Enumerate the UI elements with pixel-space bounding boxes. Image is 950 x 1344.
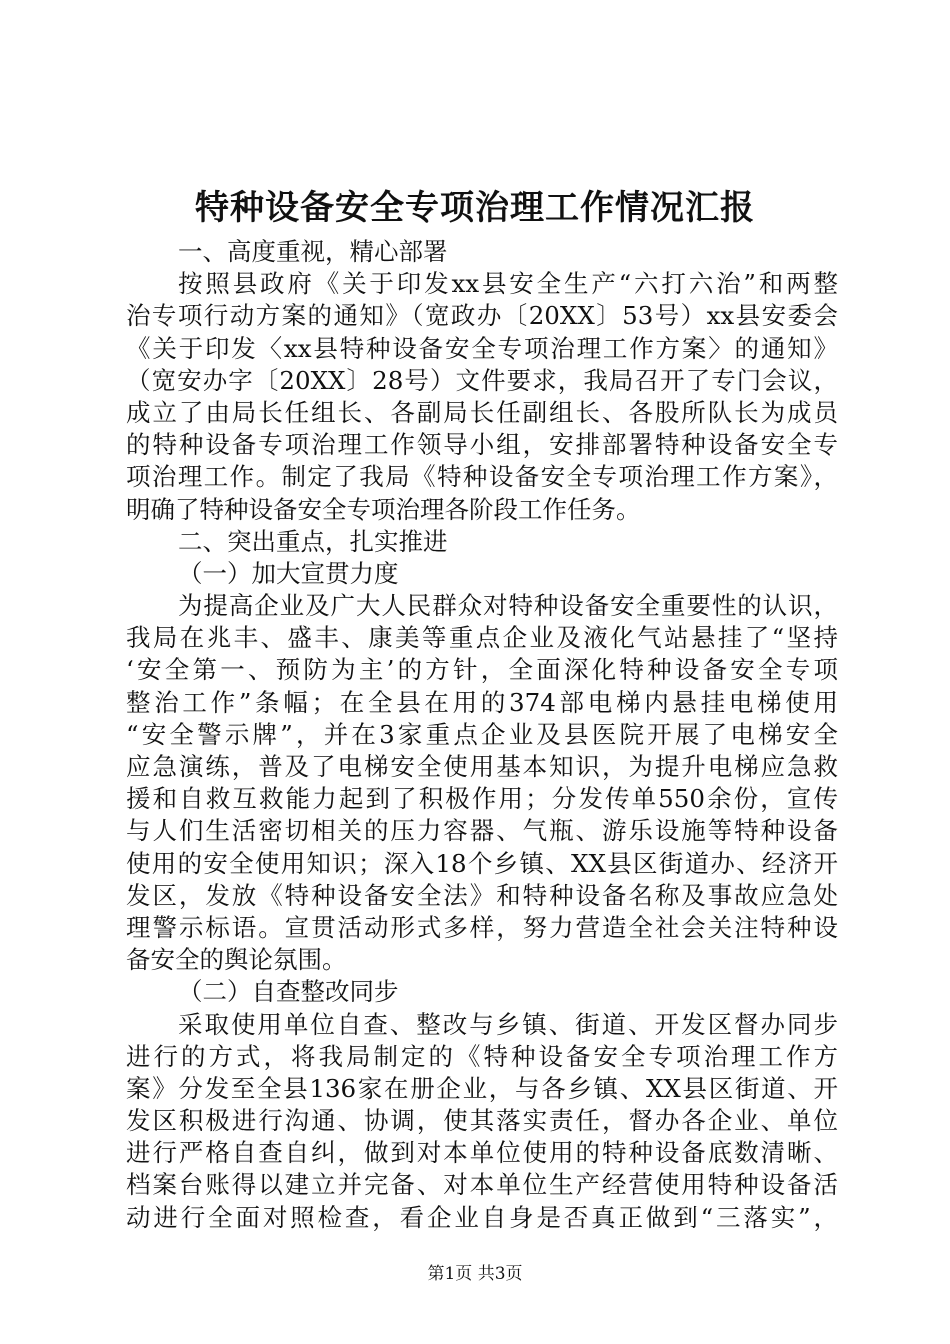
body-line: ‘安全第一、预防为主’的方针，全面深化特种设备安全专项	[126, 655, 838, 685]
body-line: 明确了特种设备安全专项治理各阶段工作任务。	[126, 494, 641, 524]
body-line: 成立了由局长任组长、各副局长任副组长、各股所队长为成员	[126, 397, 838, 427]
body-line: （二）自查整改同步	[178, 977, 399, 1007]
body-line: 发区积极进行沟通、协调，使其落实责任，督办各企业、单位	[126, 1106, 838, 1136]
body-line: 二、突出重点，扎实推进	[178, 526, 448, 556]
body-line: 援和自救互救能力起到了积极作用；分发传单550余份，宣传	[126, 784, 838, 814]
body-line: 治专项行动方案的通知》（宽政办〔20XX〕53号）xx县安委会	[126, 301, 838, 331]
body-line: 为提高企业及广大人民群众对特种设备安全重要性的认识，	[178, 591, 838, 621]
page-footer: 第1页 共3页	[427, 1264, 523, 1284]
document-body	[126, 236, 838, 1234]
body-line: 一、高度重视，精心部署	[178, 237, 448, 266]
body-line: （宽安办字〔20XX〕28号）文件要求，我局召开了专门会议，	[126, 365, 838, 395]
body-line: 发区，发放《特种设备安全法》和特种设备名称及事故应急处	[126, 880, 838, 910]
body-line: 备安全的舆论氛围。	[126, 945, 347, 975]
body-line: 按照县政府《关于印发xx县安全生产“六打六治”和两整	[178, 269, 838, 299]
body-line: 动进行全面对照检查，看企业自身是否真正做到“三落实”，	[126, 1202, 838, 1232]
body-line: “安全警示牌”，并在3家重点企业及县医院开展了电梯安全	[126, 719, 838, 749]
body-line: 《关于印发〈xx县特种设备安全专项治理工作方案〉的通知》	[126, 333, 838, 363]
body-line: 理警示标语。宣贯活动形式多样，努力营造全社会关注特种设	[126, 912, 838, 942]
body-line: 档案台账得以建立并完备、对本单位生产经营使用特种设备活	[126, 1170, 838, 1200]
document-title: 特种设备安全专项治理工作情况汇报	[195, 188, 755, 228]
body-line: 整治工作”条幅；在全县在用的374部电梯内悬挂电梯使用	[126, 687, 838, 717]
body-line: 进行严格自查自纠，做到对本单位使用的特种设备底数清晰、	[126, 1138, 838, 1168]
body-line: （一）加大宣贯力度	[178, 558, 399, 588]
body-line: 项治理工作。制定了我局《特种设备安全专项治理工作方案》，	[126, 462, 838, 492]
body-line: 的特种设备专项治理工作领导小组，安排部署特种设备安全专	[126, 430, 838, 460]
body-line: 我局在兆丰、盛丰、康美等重点企业及液化气站悬挂了“坚持	[126, 623, 838, 653]
body-line: 使用的安全使用知识；深入18个乡镇、XX县区街道办、经济开	[126, 848, 838, 878]
body-line: 应急演练，普及了电梯安全使用基本知识，为提升电梯应急救	[126, 752, 838, 781]
body-line: 与人们生活密切相关的压力容器、气瓶、游乐设施等特种设备	[126, 816, 838, 846]
body-line: 进行的方式，将我局制定的《特种设备安全专项治理工作方	[126, 1041, 838, 1071]
body-line: 采取使用单位自查、整改与乡镇、街道、开发区督办同步	[178, 1009, 838, 1039]
body-line: 案》分发至全县136家在册企业，与各乡镇、XX县区街道、开	[126, 1073, 838, 1103]
